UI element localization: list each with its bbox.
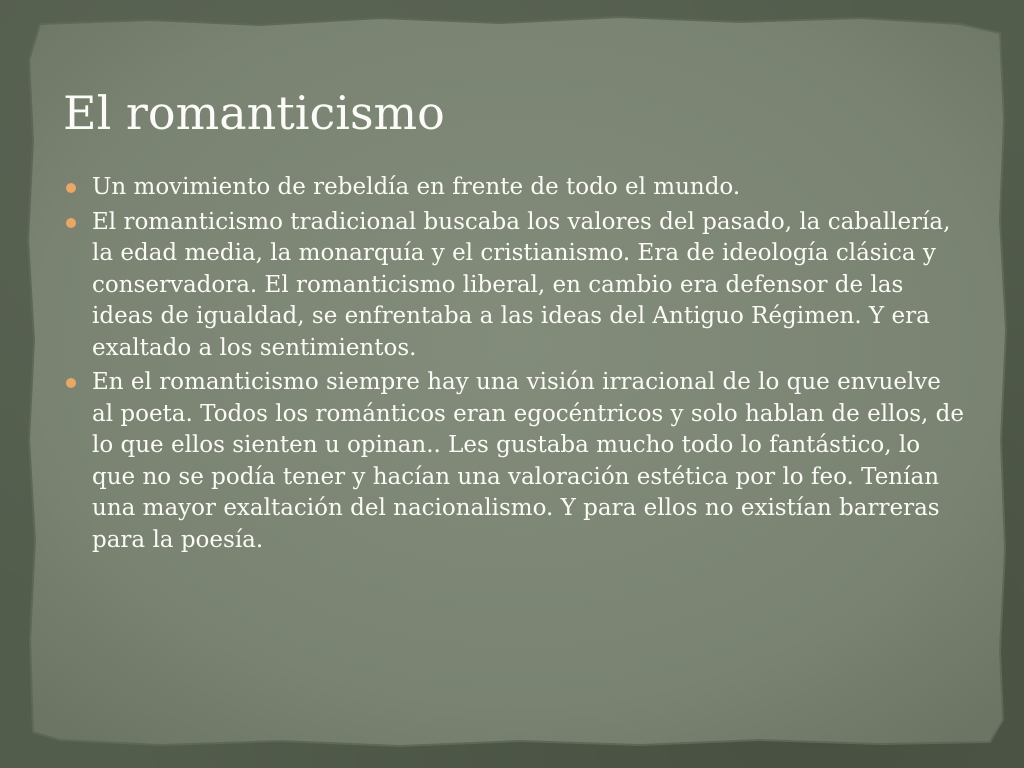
bullet-item: [62, 172, 967, 204]
bullet-text: En el romanticismo siempre hay una visión irracional de lo que envuelve al poeta. Todos los románticos eran egocéntricos y solo hablan de ellos, de lo que ellos sienten u opinan.. Les gustaba mucho todo lo fantástico, lo que no se podía tener y hacían una valoración estética por lo feo. Tenían una mayor exaltación del nacionalismo. Y para ellos no existían barreras para la poesía.: [92, 369, 965, 553]
bullet-item: [62, 367, 967, 556]
bullet-icon: [66, 378, 76, 388]
bullet-text: Un movimiento de rebeldía en frente de todo el mundo.: [92, 174, 741, 200]
bullet-list: [62, 172, 967, 559]
bullet-icon: [66, 183, 76, 193]
slide-title: El romanticismo: [63, 86, 445, 140]
bullet-item: [62, 207, 967, 365]
bullet-icon: [66, 218, 76, 228]
bullet-text: El romanticismo tradicional buscaba los valores del pasado, la caballería, la edad media, la monarquía y el cristianismo. Era de ideología clásica y conservadora. El romanticismo liberal, en cambio era defensor de las ideas de igualdad, se enfrentaba a las ideas del Antiguo Régimen. Y era exaltado a los sentimientos.: [92, 208, 951, 361]
